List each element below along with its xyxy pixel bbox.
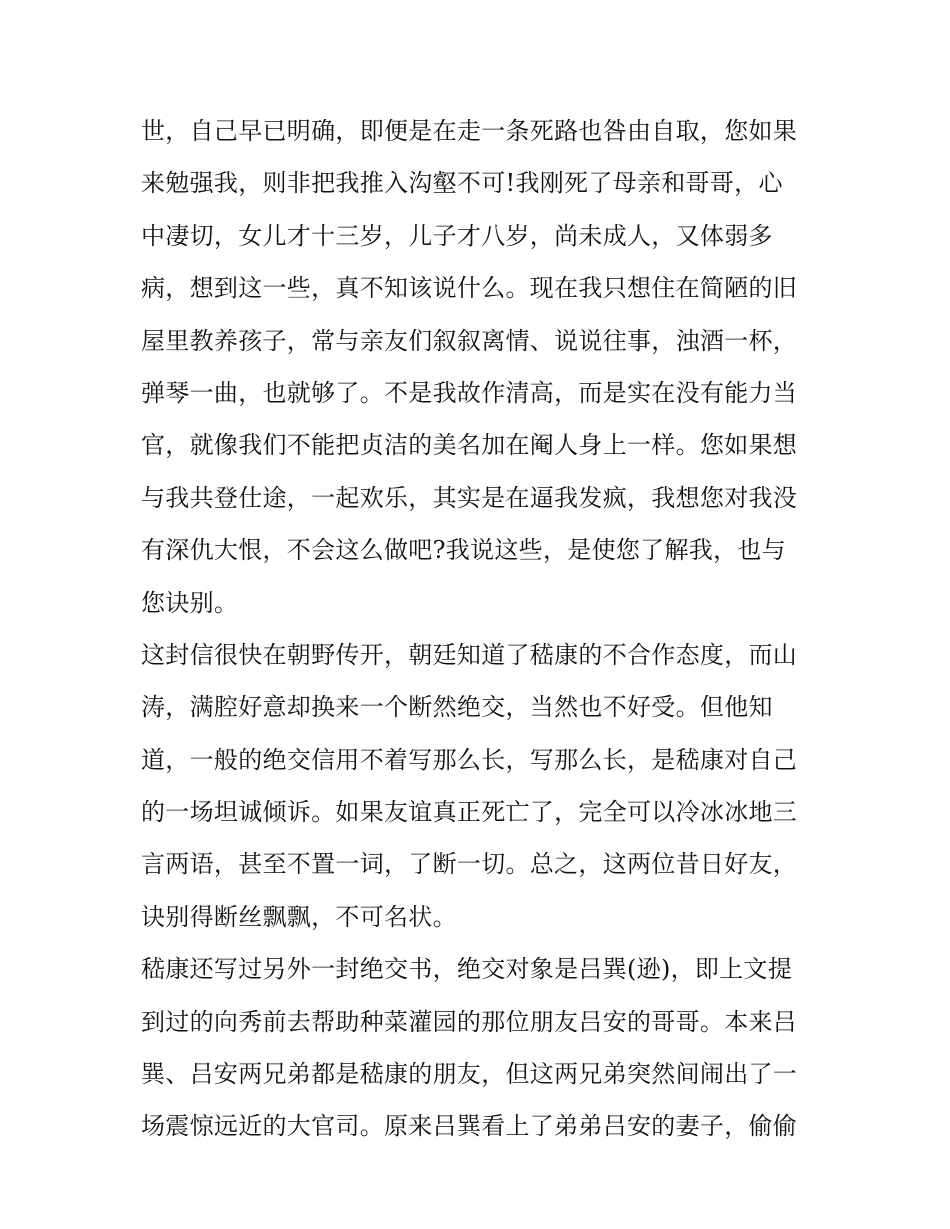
text-line: 您诀别。: [141, 588, 239, 617]
text-line: 巽、吕安两兄弟都是嵇康的朋友，但这两兄弟突然间闹出了一: [141, 1060, 798, 1089]
text-line: 到过的向秀前去帮助种菜灌园的那位朋友吕安的哥哥。本来吕: [141, 1007, 798, 1036]
text-line: 的一场坦诚倾诉。如果友谊真正死亡了，完全可以冷冰冰地三: [141, 798, 798, 827]
text-line: 道，一般的绝交信用不着写那么长，写那么长，是嵇康对自己: [141, 745, 798, 774]
paragraph-2: [141, 636, 821, 936]
text-line: 涛，满腔好意却换来一个断然绝交，当然也不好受。但他知: [141, 693, 773, 722]
text-line: 言两语，甚至不置一词，了断一切。总之，这两位昔日好友，: [141, 850, 798, 879]
text-line: 这封信很快在朝野传开，朝廷知道了嵇康的不合作态度，而山: [141, 640, 798, 669]
text-line: 嵇康还写过另外一封绝交书，绝交对象是吕巽(逊)，即上文提: [141, 955, 793, 984]
paragraph-3: [141, 950, 821, 1145]
text-line: 诀别得断丝飘飘，不可名状。: [141, 902, 457, 931]
text-line: 来勉强我，则非把我推入沟壑不可!我刚死了母亲和哥哥，心: [141, 169, 783, 198]
body-text: [141, 112, 821, 1160]
text-line: 场震惊远近的大官司。原来吕巽看上了弟弟吕安的妻子，偷偷: [141, 1112, 798, 1141]
text-line: 弹琴一曲，也就够了。不是我故作清高，而是实在没有能力当: [141, 378, 798, 407]
paragraph-1: [141, 112, 821, 622]
text-line: 有深仇大恨，不会这么做吧?我说这些，是使您了解我，也与: [141, 536, 786, 565]
text-line: 与我共登仕途，一起欢乐，其实是在逼我发疯，我想您对我没: [141, 483, 798, 512]
text-line: 中凄切，女儿才十三岁，儿子才八岁，尚未成人，又体弱多: [141, 221, 773, 250]
text-line: 病，想到这一些，真不知该说什么。现在我只想住在简陋的旧: [141, 274, 798, 303]
text-line: 屋里教养孩子，常与亲友们叙叙离情、说说往事，浊酒一杯，: [141, 326, 798, 355]
text-line: 世，自己早已明确，即便是在走一条死路也咎由自取，您如果: [141, 117, 798, 145]
text-line: 官，就像我们不能把贞洁的美名加在阉人身上一样。您如果想: [141, 431, 798, 460]
